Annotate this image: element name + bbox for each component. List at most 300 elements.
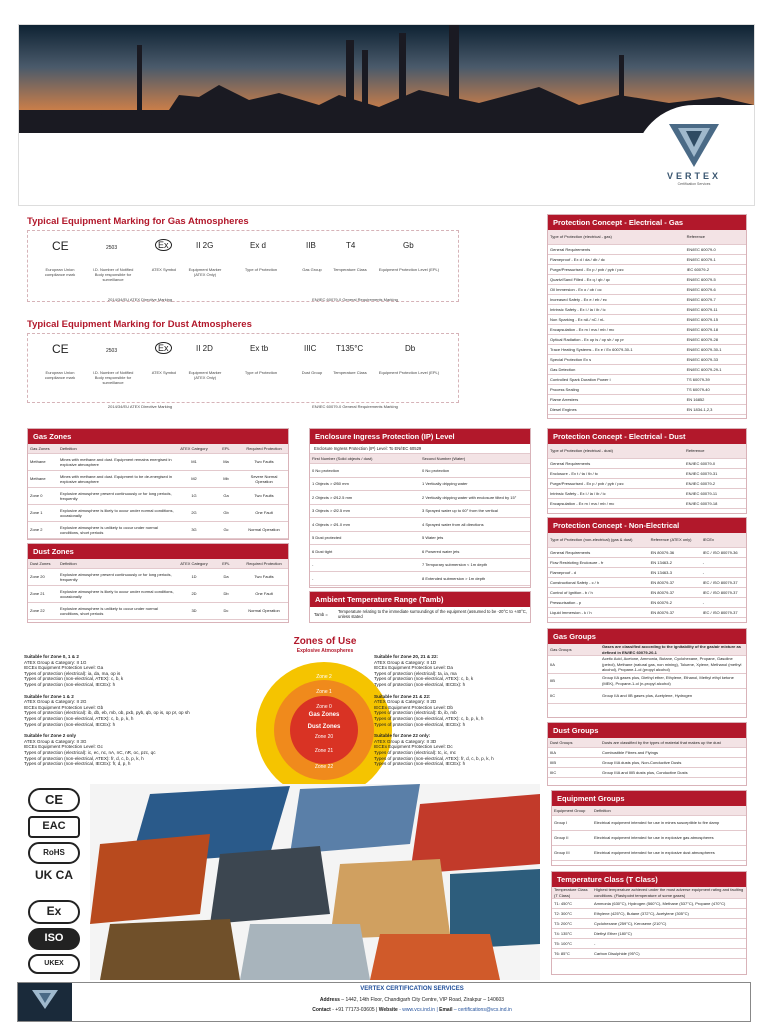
table-cell: Group IIA and IIB gases plus, Acetylene, Hydrogen: [600, 688, 746, 703]
zone-suitability-block: [24, 694, 256, 728]
refinery-photo: [19, 25, 754, 145]
table-cell: Increased Safety - Ex e / eb / ec: [548, 295, 685, 305]
table-cell: TS 60079-40: [685, 385, 746, 395]
rohs-logo: RoHS: [28, 842, 80, 864]
table-cell: Special Protection Ex s: [548, 355, 685, 365]
table-cell: 3D: [176, 603, 212, 620]
header-reference: Reference (ATEX only): [649, 533, 701, 548]
zone-suitability-block: [374, 733, 544, 767]
header-definition: Definition: [592, 806, 746, 816]
table-cell: T3: 200°C: [552, 919, 592, 929]
table-cell: Explosive atmosphere present continuously or for long periods, frequently: [58, 488, 176, 505]
table-cell: IEC 60079-2: [685, 265, 746, 275]
table-cell: 3 Sprayed water up to 60° from the vertical: [420, 504, 530, 518]
table-row: [310, 504, 530, 518]
gas-marking-panel: [27, 230, 459, 302]
table-cell: Combustible Fibres and Flyings: [600, 748, 746, 758]
table-row: [552, 816, 746, 831]
table-row: [310, 518, 530, 532]
label-atex-symbol: ATEX Symbol: [151, 267, 177, 272]
table-cell: Electrical equipment intended for use in mines susceptible to fire damp: [592, 816, 746, 831]
table-cell: Cyclohexane (259°C), Kerosene (210°C): [592, 919, 746, 929]
table-cell: Flameproof - Ex d / da / db / dc: [548, 255, 685, 265]
zone-suitability-line: Suitable for Zone 2 only: [24, 733, 77, 739]
eac-logo: EAC: [28, 816, 80, 838]
certification-marks: [22, 786, 86, 976]
table-cell: -: [701, 598, 746, 608]
table-cell: IIIA: [548, 748, 600, 758]
table-cell: Non Sparking - Ex nA / nC / nL: [548, 315, 685, 325]
zone-suitability-line: Types of protection (non-electrical, IECEx): h: [24, 681, 116, 687]
zones-left-text: [24, 654, 256, 773]
table-cell: -: [701, 568, 746, 578]
table-cell: EN/IEC 60079-18: [685, 325, 746, 335]
table-row: [548, 335, 746, 345]
gas-groups-table: [548, 644, 746, 704]
table-cell: Oil Immersion - Ex o / ob / oc: [548, 285, 685, 295]
table-cell: 0 No protection: [310, 464, 420, 478]
table-cell: 8 Extended submersion > 1m depth: [420, 572, 530, 586]
table-cell: Constructional Safety - c / h: [548, 578, 649, 588]
table-row: [28, 586, 288, 603]
table-row: [548, 758, 746, 768]
gas-zones-label: Gas Zones: [308, 712, 340, 718]
zone-suitability-line: ATEX Group & Category: II 3G: [24, 738, 87, 744]
iec-marking-note: EN/IEC 60079-0 General Requirements Marking: [312, 297, 398, 302]
zone-suitability-line: ATEX Group & Category: II 2G: [24, 699, 87, 705]
table-cell: 5 Dust protected: [310, 531, 420, 545]
table-cell: 1 Vertically dripping water: [420, 477, 530, 491]
table-row: [548, 568, 746, 578]
equipment-marker: II 2G: [196, 241, 214, 250]
table-row: [548, 608, 746, 618]
table-row: [310, 572, 530, 586]
table-row: [548, 673, 746, 688]
table-cell: 3G: [176, 522, 212, 539]
ce-logo: CE: [28, 788, 80, 812]
zone-suitability-line: Types of protection (non-electrical, ATEX): c, b, k: [24, 676, 124, 682]
table-cell: Intrinsic Safety - Ex i / ia / ib / ic: [548, 305, 685, 315]
table-cell: 4 Objects > Ø1.0 mm: [310, 518, 420, 532]
table-cell: T5: 100°C: [552, 939, 592, 949]
table-cell: EN/IEC 60079-33: [685, 355, 746, 365]
table-cell: EN/IEC 60079-11: [684, 489, 746, 499]
table-cell: -: [310, 572, 420, 586]
table-row: [548, 245, 746, 255]
zone-suitability-line: IECEx Equipment Protection Level: Ga: [24, 665, 104, 671]
dust-marking-panel: [27, 333, 459, 403]
protection-gas-table: [548, 230, 746, 415]
table-cell: Dc: [212, 603, 240, 620]
gas-group: IIB: [306, 241, 316, 250]
equipment-groups-panel: [551, 790, 747, 866]
temperature-class: T135°C: [336, 344, 364, 353]
table-cell: 1 Objects > Ø50 mm: [310, 477, 420, 491]
label-notified-body: I.D. Number of Notified Body responsible for surveillance: [92, 370, 134, 385]
table-cell: IIA: [548, 656, 600, 674]
table-cell: Gb: [212, 505, 240, 522]
table-cell: Explosive atmosphere is unlikely to occur under normal conditions, short periods: [58, 603, 176, 620]
gas-zones-title: Gas Zones: [28, 429, 288, 444]
table-cell: -: [592, 939, 746, 949]
header-type: Type of Protection (non-electrical) (gas & dust): [548, 533, 649, 548]
notified-body-number: 2503: [106, 245, 118, 251]
table-row: [548, 588, 746, 598]
table-cell: Mines with methane and dust. Equipment remains energised in explosive atmosphere: [58, 454, 176, 471]
table-cell: 1G: [176, 488, 212, 505]
industry-collage: [90, 784, 540, 980]
table-row: [548, 255, 746, 265]
table-cell: IEC / ISO 80079-37: [701, 588, 746, 598]
table-cell: Controlled Spark Duration Power i: [548, 375, 685, 385]
table-row: [552, 929, 746, 939]
table-cell: IEC / ISO 80079-36: [701, 548, 746, 558]
zone-suitability-line: IECEx Equipment Protection Level: Gc: [24, 744, 103, 750]
table-cell: EN 13463-3: [649, 568, 701, 578]
protection-nonelec-panel: [547, 517, 747, 623]
zone-suitability-line: Types of protection (non-electrical, IECEx): h: [374, 761, 466, 767]
ambient-title: Ambient Temperature Range (Tamb): [310, 592, 530, 607]
table-cell: Zone 22: [28, 603, 58, 620]
ex-logo: Ex: [28, 900, 80, 924]
zone-suitability-line: Types of protection (non-electrical, IECEx): h: [374, 721, 466, 727]
table-cell: Methane: [28, 471, 58, 488]
table-cell: Explosive atmosphere present continuously or for long periods, frequently: [58, 569, 176, 586]
protection-nonelec-table: [548, 533, 746, 618]
header-type: Type of Protection (electrical - dust): [548, 444, 684, 459]
table-cell: Group II: [552, 831, 592, 846]
table-cell: 0 No protection: [420, 464, 530, 478]
table-cell: Pressurisation - p: [548, 598, 649, 608]
zone-suitability-line: ATEX Group & Category: II 2D: [374, 699, 437, 705]
table-cell: Methane: [28, 454, 58, 471]
table-cell: IIC: [548, 688, 600, 703]
dust-zones-title: Dust Zones: [28, 544, 288, 559]
gas-marking-title: Typical Equipment Marking for Gas Atmospheres: [27, 216, 249, 227]
header-tclass: Temperature Class (T Class): [552, 887, 592, 899]
table-cell: 6 Dust tight: [310, 545, 420, 559]
protection-type: Ex d: [250, 241, 267, 250]
table-row: [310, 464, 530, 478]
table-cell: 5 Water jets: [420, 531, 530, 545]
table-cell: EN 1834-1,2,3: [685, 405, 746, 415]
equipment-groups-title: Equipment Groups: [552, 791, 746, 806]
table-row: [28, 488, 288, 505]
epl: Db: [405, 344, 416, 353]
table-row: [548, 345, 746, 355]
table-cell: 6 Powered water jets: [420, 545, 530, 559]
zone-2-label: Zone 2: [316, 674, 332, 680]
table-cell: IIIC: [548, 768, 600, 778]
table-cell: Group IIIA dusts plus, Non-Conductive Dusts: [600, 758, 746, 768]
table-cell: 2 Objects > Ø12.5 mm: [310, 491, 420, 505]
zone-suitability-line: IECEx Equipment Protection Level: Gb: [24, 704, 104, 710]
zone-20-label: Zone 20: [314, 734, 334, 740]
header-iecex: IECEx: [701, 533, 746, 548]
zone-suitability-block: [374, 654, 544, 688]
ip-subtitle: Enclosure Ingress Protection (IP) Level: To EN/IEC 60529: [310, 444, 530, 454]
table-cell: Control of Ignition - b / h: [548, 588, 649, 598]
table-row: [548, 489, 746, 499]
table-cell: 3 Objects > Ø2.5 mm: [310, 504, 420, 518]
ambient-key: Tamb =: [314, 612, 328, 617]
table-row: [28, 603, 288, 620]
header-type: Type of Protection (electrical - gas): [548, 230, 685, 245]
table-row: [548, 598, 746, 608]
table-row: [548, 469, 746, 479]
table-cell: Explosive atmosphere is likely to occur under normal conditions, occasionally: [58, 505, 176, 522]
table-row: [548, 355, 746, 365]
table-cell: EN/IEC 60079-11: [685, 305, 746, 315]
zones-of-use-subtitle: Explosive Atmospheres: [296, 648, 354, 654]
label-temp-class: Temperature Class: [333, 267, 367, 272]
ce-mark: CE: [52, 342, 69, 356]
header-group: Dust Groups: [548, 738, 600, 748]
zone-suitability-line: Suitable for Zone 22 only:: [374, 733, 431, 739]
iec-marking-note: EN/IEC 60079-0 General Requirements Marking: [312, 404, 398, 409]
table-cell: EN/IEC 60079-1: [685, 255, 746, 265]
table-cell: Mines with methane and dust. Equipment to be de-energised in explosive atmosphere: [58, 471, 176, 488]
dust-groups-table: [548, 738, 746, 778]
table-cell: Zone 1: [28, 505, 58, 522]
header-definition: Definition: [58, 444, 176, 454]
table-cell: 2D: [176, 586, 212, 603]
dust-marking-title: Typical Equipment Marking for Dust Atmospheres: [27, 319, 252, 330]
table-cell: EN/IEC 60079-0: [684, 459, 746, 469]
footer-address: Address – 1442, 14th Floor, Chandigarh City Centre, VIP Road, Zirakpur – 140603: [319, 997, 505, 1003]
zone-suitability-line: Suitable for Zone 1 & 2: [24, 693, 74, 699]
table-cell: Acetic Acid, Acetone, Ammonia, Butane, Cyclohexane, Propane, Gasoline (petrol), Methane (natural gas, non mining), Toluene, Xylene, Methanol (methyl alcohol), Propane-1-ol (propyl alcohol): [600, 656, 746, 674]
zone-suitability-line: Types of protection (non-electrical, IECEx): h: [24, 721, 116, 727]
table-row: [548, 325, 746, 335]
label-atex-symbol: ATEX Symbol: [151, 370, 177, 375]
table-row: [310, 531, 530, 545]
dust-zones-label: Dust Zones: [307, 724, 341, 730]
table-cell: Electrical equipment intended for use in explosive dust atmospheres: [592, 846, 746, 861]
epl: Gb: [403, 241, 414, 250]
table-row: [28, 522, 288, 539]
footer-logo: [18, 983, 72, 1021]
zone-1-label: Zone 1: [316, 689, 332, 695]
zone-suitability-block: [374, 694, 544, 728]
zone-suitability-line: Types of protection (non-electrical, IECEx): fr, d, p, h: [24, 761, 131, 767]
label-epl: Equipment Protection Level (EPL): [378, 370, 440, 375]
zone-suitability-line: Types of protection (electrical): ta, ia, ma: [374, 670, 457, 676]
label-notified-body: I.D. Number of Notified Body responsible for surveillance: [92, 267, 134, 282]
header-first-number: First Number (Solid objects / dust): [310, 454, 420, 464]
table-row: [548, 275, 746, 285]
table-row: [548, 315, 746, 325]
table-row: [548, 285, 746, 295]
zone-suitability-line: Suitable for Zone 0, 1 & 2: [24, 654, 79, 659]
table-cell: EN/IEC 60079-15: [685, 315, 746, 325]
table-cell: Trace Heating Systems - Ex e / Ex 60079-30-1: [548, 345, 685, 355]
zone-suitability-line: Types of protection (electrical): ia, da, ma, op is: [24, 670, 121, 676]
zone-suitability-line: IECEx Equipment Protection Level: Da: [374, 665, 453, 671]
email-link[interactable]: – certifications@vcs.ind.in: [452, 1007, 512, 1013]
zone-suitability-line: ATEX Group & Category: II 3D: [374, 738, 437, 744]
table-cell: Db: [212, 586, 240, 603]
table-row: [548, 395, 746, 405]
zone-suitability-line: Types of protection (non-electrical, ATEX): c, b, k: [374, 676, 474, 682]
header-reference: Reference: [685, 230, 746, 245]
table-cell: Purge/Pressurised - Ex p / pxb / pyb / pzc: [548, 479, 684, 489]
table-cell: Normal Operation: [240, 522, 288, 539]
table-cell: EN/IEC 60079-0: [685, 245, 746, 255]
table-cell: Da: [212, 569, 240, 586]
table-row: [28, 471, 288, 488]
zones-right-text: [374, 654, 544, 773]
table-row: [310, 558, 530, 572]
table-row: [548, 385, 746, 395]
footer-company: VERTEX CERTIFICATION SERVICES: [360, 986, 464, 992]
gas-zones-table: [28, 444, 288, 539]
table-cell: General Requirements: [548, 245, 685, 255]
table-row: [552, 899, 746, 909]
label-gas-group: Gas Group: [302, 267, 322, 272]
ukex-logo: UKEX: [28, 954, 80, 974]
dust-groups-title: Dust Groups: [548, 723, 746, 738]
table-row: [548, 558, 746, 568]
gas-zones-panel: [27, 428, 289, 540]
header-protection: Required Protection: [240, 444, 288, 454]
zone-suitability-line: Types of protection (non-electrical, ATEX): fr, d, c, b, p, k, h: [24, 755, 144, 761]
ukca-logo: UK CA: [35, 868, 73, 882]
table-row: [552, 831, 746, 846]
table-cell: Optical Radiation - Ex op is / op sh / op pr: [548, 335, 685, 345]
label-dust-group: Dust Group: [301, 370, 323, 375]
table-cell: Diesel Engines: [548, 405, 685, 415]
dust-zones-table: [28, 559, 288, 620]
table-cell: Diethyl Ether (180°C): [592, 929, 746, 939]
table-cell: Mb: [212, 471, 240, 488]
table-row: [548, 479, 746, 489]
table-cell: Quartz/Sand Filled - Ex q / qb / qc: [548, 275, 685, 285]
table-cell: Carbon Disulphide (95°C): [592, 949, 746, 959]
table-row: [548, 405, 746, 415]
header-group: Equipment Group: [552, 806, 592, 816]
table-cell: One Fault: [240, 586, 288, 603]
table-cell: Flame Arresters: [548, 395, 685, 405]
table-cell: EN/IEC 60079-18: [684, 499, 746, 509]
table-cell: EN 13463-2: [649, 558, 701, 568]
table-cell: Ga: [212, 488, 240, 505]
ex-symbol-icon: Ex: [155, 342, 172, 354]
table-cell: Group III: [552, 846, 592, 861]
equipment-groups-table: [552, 806, 746, 861]
protection-nonelec-title: Protection Concept - Non-Electrical: [548, 518, 746, 533]
table-row: [548, 365, 746, 375]
table-cell: T1: 450°C: [552, 899, 592, 909]
table-cell: EN/IEC 60079-31: [684, 469, 746, 479]
zone-suitability-line: Types of protection (electrical): ib, db, eb, mb, ob, pxb, pyb, qb, op is, op pr, op sh: [24, 710, 190, 716]
label-epl: Equipment Protection Level (EPL): [378, 267, 440, 272]
header-group: Gas Groups: [548, 644, 600, 656]
table-cell: Encapsulation - Ex m / ma / mb / mc: [548, 325, 685, 335]
table-cell: Group I: [552, 816, 592, 831]
header-definition: Highest temperature achieved under the most adverse equipment rating and faulting conditions. (Flashpoint temperature of some gases): [592, 887, 746, 899]
table-cell: One Fault: [240, 505, 288, 522]
table-cell: Zone 2: [28, 522, 58, 539]
table-cell: EN 80079-37: [649, 578, 701, 588]
table-cell: EN 80079-37: [649, 608, 701, 618]
footer: [17, 982, 751, 1022]
table-row: [552, 939, 746, 949]
zones-of-use-title: Zones of Use: [293, 636, 357, 647]
header-category: ATEX Category: [176, 559, 212, 569]
zone-0-label: Zone 0: [316, 704, 332, 710]
table-cell: T6: 85°C: [552, 949, 592, 959]
header-zone: Dust Zones: [28, 559, 58, 569]
atex-directive-note: 2014/34/EU ATEX Directive Marking: [107, 404, 173, 409]
table-row: [548, 578, 746, 588]
table-cell: Severe Normal Operation: [240, 471, 288, 488]
table-row: [548, 265, 746, 275]
table-row: [552, 949, 746, 959]
table-row: [548, 656, 746, 674]
zone-suitability-line: Types of protection (non-electrical, ATEX): c, b, p, k, h: [374, 715, 484, 721]
zone-suitability-block: [24, 733, 256, 767]
table-cell: EN 16852: [685, 395, 746, 405]
table-cell: Liquid Immersion - k / h: [548, 608, 649, 618]
table-cell: -: [701, 558, 746, 568]
label-equipment-marker: Equipment Marker (ATEX Only): [188, 370, 222, 380]
table-row: [548, 688, 746, 703]
label-eu-mark: European Union compliance mark: [44, 267, 76, 277]
label-protection-type: Type of Protection: [244, 370, 278, 375]
table-row: [552, 919, 746, 929]
zone-suitability-line: Suitable for Zone 21 & 22:: [374, 693, 431, 699]
zone-suitability-line: Types of protection (electrical): ic, ec, nc, nA, nC, nR, oc, pzc, qc: [24, 749, 156, 755]
protection-type: Ex tb: [250, 344, 269, 353]
table-cell: Group IIA gases plus, Diethyl ether, Ethylene, Ethanol, Methyl ethyl ketone (MEK), Propane-1-ol (n-propyl alcohol): [600, 673, 746, 688]
website-link[interactable]: - www.vcs.ind.in |: [397, 1007, 440, 1013]
dust-group: IIIC: [304, 344, 317, 353]
zone-suitability-line: Suitable for Zone 20, 21 & 22:: [374, 654, 439, 659]
table-cell: EN 60079-2: [649, 598, 701, 608]
table-cell: Enclosure - Ex t / ta / tb / tc: [548, 469, 684, 479]
ambient-text: Temperature relating to the immediate surroundings of the equipment (assumed to be -20°C to +40°C, unless stated: [338, 609, 527, 619]
brand-tagline: Certification Services: [677, 182, 711, 186]
header-category: ATEX Category: [176, 444, 212, 454]
table-cell: IEC / ISO 80079-37: [701, 608, 746, 618]
table-cell: EN/IEC 60079-2: [684, 479, 746, 489]
table-row: [28, 505, 288, 522]
zone-suitability-line: IECEx Equipment Protection Level: Dc: [374, 744, 453, 750]
table-cell: 7 Temporary submersion < 1m depth: [420, 558, 530, 572]
iso-logo: ISO: [28, 928, 80, 950]
header-definition: Gases are classified according to the ignitability of the gas/air mixture as defined in EN/IEC 60079-20-1: [600, 644, 746, 656]
dust-groups-panel: [547, 722, 747, 786]
label-eu-mark: European Union compliance mark: [44, 370, 76, 380]
header-reference: Reference: [684, 444, 746, 459]
table-cell: General Requirements: [548, 459, 684, 469]
header-protection: Required Protection: [240, 559, 288, 569]
label-protection-type: Type of Protection: [244, 267, 278, 272]
tclass-table: [552, 887, 746, 959]
header-definition: Definition: [58, 559, 176, 569]
protection-dust-title: Protection Concept - Electrical - Dust: [548, 429, 746, 444]
table-cell: IEC / ISO 80079-37: [701, 578, 746, 588]
table-cell: -: [310, 558, 420, 572]
table-cell: Electrical equipment intended for use in explosive gas atmospheres: [592, 831, 746, 846]
table-cell: Ethylene (425°C), Butane (372°C), Acetylene (305°C): [592, 909, 746, 919]
table-row: [310, 477, 530, 491]
table-cell: Gc: [212, 522, 240, 539]
table-row: [548, 459, 746, 469]
table-cell: Flow Restricting Enclosure - fr: [548, 558, 649, 568]
table-cell: Ma: [212, 454, 240, 471]
